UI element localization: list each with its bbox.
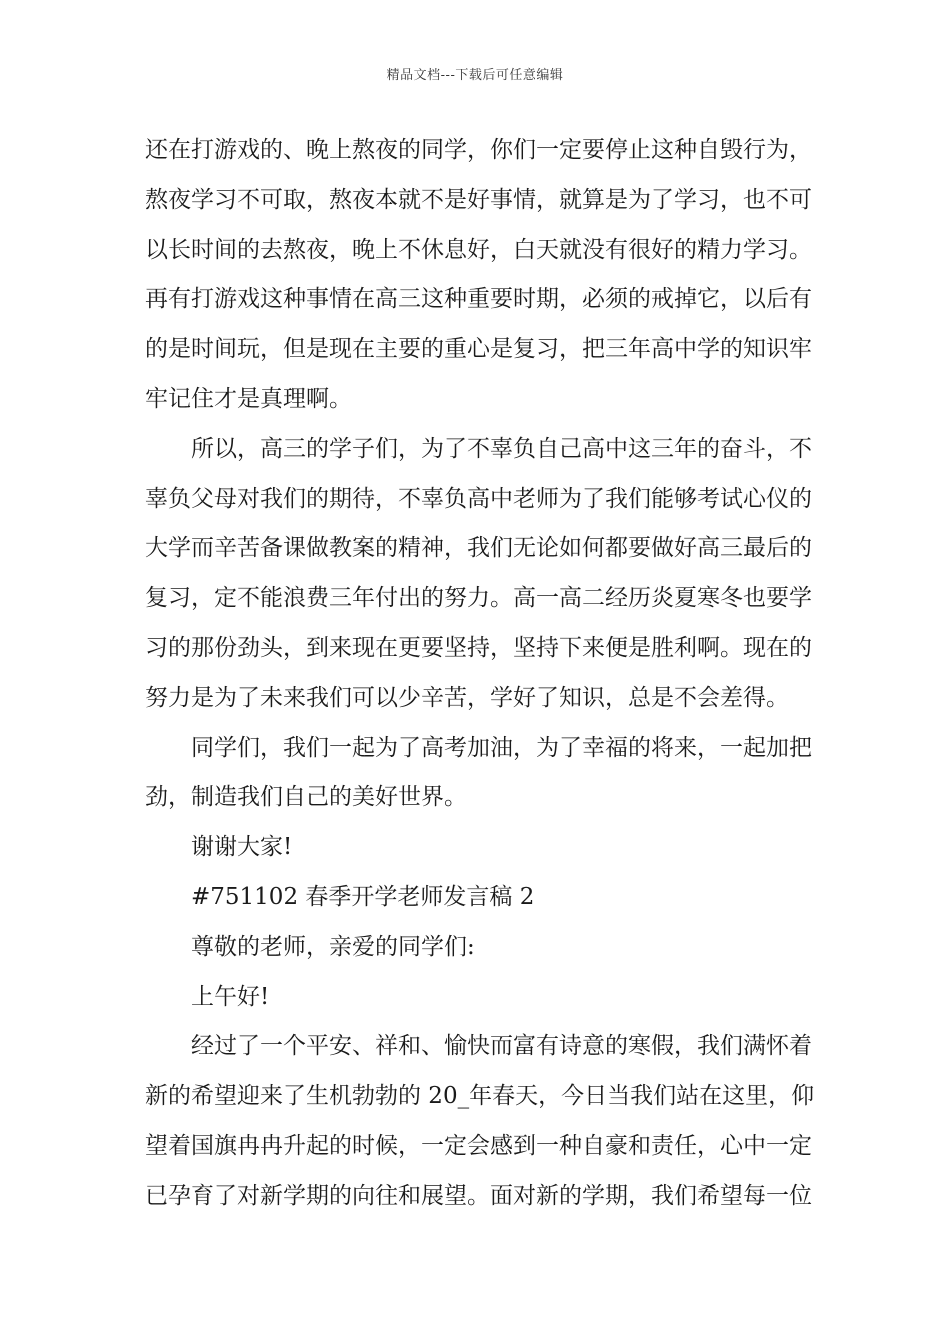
paragraph-line: 牢记住才是真理啊。 bbox=[145, 385, 352, 412]
paragraph-line: 习的那份劲头，到来现在更要坚持，坚持下来便是胜利啊。现在的 bbox=[145, 634, 812, 661]
paragraph-line: 辜负父母对我们的期待，不辜负高中老师为了我们能够考试心仪的 bbox=[145, 485, 812, 512]
paragraph-line: 大学而辛苦备课做教案的精神，我们无论如何都要做好高三最后的 bbox=[145, 535, 812, 562]
page-header: 精品文档---下载后可任意编辑 bbox=[386, 68, 564, 83]
paragraph bbox=[145, 873, 805, 923]
paragraph-line: 已孕育了对新学期的向往和展望。面对新的学期，我们希望每一位 bbox=[145, 1182, 812, 1209]
paragraph-line: 谢谢大家! bbox=[191, 834, 293, 861]
paragraph bbox=[145, 425, 812, 724]
paragraph-line: 新的希望迎来了生机勃勃的 20_年春天，今日当我们站在这里，仰 bbox=[145, 1083, 815, 1110]
paragraph bbox=[145, 126, 812, 425]
paragraph-line: 劲，制造我们自己的美好世界。 bbox=[145, 784, 467, 811]
paragraph-line: 经过了一个平安、祥和、愉快而富有诗意的寒假，我们满怀着 bbox=[191, 1033, 812, 1060]
paragraph-line: 熬夜学习不可取，熬夜本就不是好事情，就算是为了学习，也不可 bbox=[145, 186, 812, 213]
document-body bbox=[145, 126, 815, 1222]
paragraph bbox=[145, 973, 805, 1023]
paragraph-line: 尊敬的老师，亲爱的同学们: bbox=[191, 933, 475, 960]
paragraph-line: 的是时间玩，但是现在主要的重心是复习，把三年高中学的知识牢 bbox=[145, 336, 812, 363]
paragraph bbox=[145, 923, 805, 973]
paragraph-line: 同学们，我们一起为了高考加油，为了幸福的将来，一起加把 bbox=[191, 734, 812, 761]
paragraph-line: 还在打游戏的、晚上熬夜的同学，你们一定要停止这种自毁行为， bbox=[145, 137, 812, 163]
paragraph bbox=[145, 1022, 815, 1221]
paragraph-line: 复习，定不能浪费三年付出的努力。高一高二经历炎夏寒冬也要学 bbox=[145, 585, 812, 612]
paragraph-line: 再有打游戏这种事情在高三这种重要时期，必须的戒掉它，以后有 bbox=[145, 286, 812, 313]
paragraph-line: 所以，高三的学子们，为了不辜负自己高中这三年的奋斗，不 bbox=[191, 435, 812, 462]
paragraph-line: 努力是为了未来我们可以少辛苦，学好了知识，总是不会差得。 bbox=[145, 684, 789, 711]
paragraph-line: 上午好! bbox=[191, 983, 270, 1010]
paragraph bbox=[145, 823, 805, 873]
paragraph-line: 以长时间的去熬夜，晚上不休息好，白天就没有很好的精力学习。 bbox=[145, 236, 812, 263]
paragraph-line: 望着国旗冉冉升起的时候，一定会感到一种自豪和责任，心中一定 bbox=[145, 1132, 812, 1159]
paragraph bbox=[145, 724, 812, 824]
paragraph-line: #751102 春季开学老师发言稿 2 bbox=[191, 883, 535, 910]
